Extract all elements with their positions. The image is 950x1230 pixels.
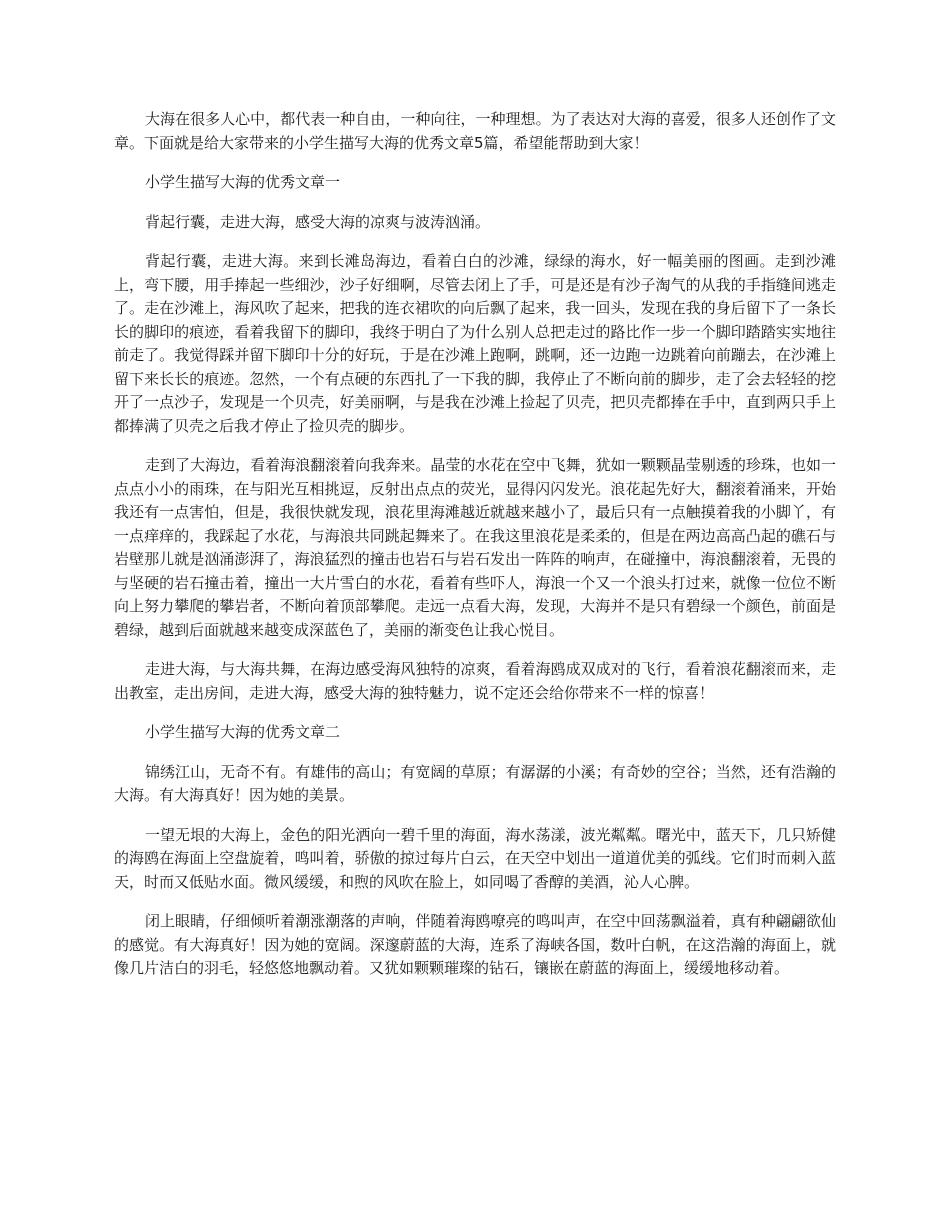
paragraph: 走到了大海边，看着海浪翻滚着向我奔来。晶莹的水花在空中飞舞，犹如一颗颗晶莹剔透的珍珠，也如一点点小小的雨珠，在与阳光互相挑逗，反射出点点的荧光，显得闪闪发光。浪花起先好大，翻滚着涌来，开始我还有一点害怕，但是，我很快就发现，浪花里海滩越近就越来越小了，最后只有一点触摸着我的小脚丫，有一点痒痒的，我踩起了水花，与海浪共同跳起舞来了。在我这里浪花是柔柔的，但是在两边高高凸起的礁石与岩壁那儿就是汹涌澎湃了，海浪猛烈的撞击也岩石与岩石发出一阵阵的响声，在碰撞中，海浪翻滚着，无畏的与坚硬的岩石撞击着，撞出一大片雪白的水花，看着有些吓人，海浪一个又一个浪头打过来，就像一位位不断向上努力攀爬的攀岩者，不断向着顶部攀爬。走远一点看大海，发现，大海并不是只有碧绿一个颜色，前面是碧绿，越到后面就越来越变成深蓝色了，美丽的渐变色让我心悦目。 — [114, 456, 836, 639]
document-page — [114, 108, 836, 997]
paragraph: 背起行囊，走进大海，感受大海的凉爽与波涛汹涌。 — [145, 212, 491, 231]
section-heading-2: 小学生描写大海的优秀文章二 — [145, 723, 341, 741]
intro-paragraph: 大海在很多人心中，都代表一种自由，一种向往，一种理想。为了表达对大海的喜爱，很多人还创作了文章。下面就是给大家带来的小学生描写大海的优秀文章5篇，希望能帮助到大家！ — [114, 110, 836, 152]
paragraph: 背起行囊，走进大海。来到长滩岛海边，看着白白的沙滩，绿绿的海水，好一幅美丽的图画。走到沙滩上，弯下腰，用手捧起一些细沙，沙子好细啊，尽管去闭上了手，可是还是有沙子淘气的从我的手指缝间逃走了。走在沙滩上，海风吹了起来，把我的连衣裙吹的向后飘了起来，我一回头，发现在我的身后留下了一条长长的脚印的痕迹，看着我留下的脚印，我终于明白了为什么别人总把走过的路比作一步一个脚印踏踏实实地往前走了。我觉得踩并留下脚印十分的好玩，于是在沙滩上跑啊，跳啊，还一边跑一边跳着向前蹦去，在沙滩上留下来长长的痕迹。忽然，一个有点硬的东西扎了一下我的脚，我停止了不断向前的脚步，走了会去轻轻的挖开了一点沙子，发现是一个贝壳，好美丽啊，与是我在沙滩上捡起了贝壳，把贝壳都捧在手中，直到两只手上都捧满了贝壳之后我才停止了捡贝壳的脚步。 — [114, 252, 836, 435]
paragraph: 闭上眼睛，仔细倾听着潮涨潮落的声响，伴随着海鸥嘹亮的鸣叫声，在空中回荡飘溢着，真有种翩翩欲仙的感觉。有大海真好！因为她的宽阔。深邃蔚蓝的大海，连系了海峡各国，数叶白帆，在这浩瀚的海面上，就像几片洁白的羽毛，轻悠悠地飘动着。又犹如颗颗璀璨的钻石，镶嵌在蔚蓝的海面上，缓缓地移动着。 — [114, 912, 836, 977]
paragraph: 一望无垠的大海上，金色的阳光洒向一碧千里的海面，海水荡漾，波光粼粼。曙光中，蓝天下，几只矫健的海鸥在海面上空盘旋着，鸣叫着，骄傲的掠过每片白云，在天空中划出一道道优美的弧线。它们时而刺入蓝天，时而又低贴水面。微风缓缓，和煦的风吹在脸上，如同喝了香醇的美酒，沁人心脾。 — [114, 825, 836, 891]
paragraph: 锦绣江山，无奇不有。有雄伟的高山；有宽阔的草原；有潺潺的小溪；有奇妙的空谷；当然，还有浩瀚的大海。有大海真好！因为她的美景。 — [114, 762, 836, 804]
section-heading-1: 小学生描写大海的优秀文章一 — [145, 173, 341, 191]
paragraph: 走进大海，与大海共舞，在海边感受海风独特的凉爽，看着海鸥成双成对的飞行，看着浪花翻滚而来，走出教室，走出房间，走进大海，感受大海的独特魅力，说不定还会给你带来不一样的惊喜！ — [114, 660, 836, 702]
